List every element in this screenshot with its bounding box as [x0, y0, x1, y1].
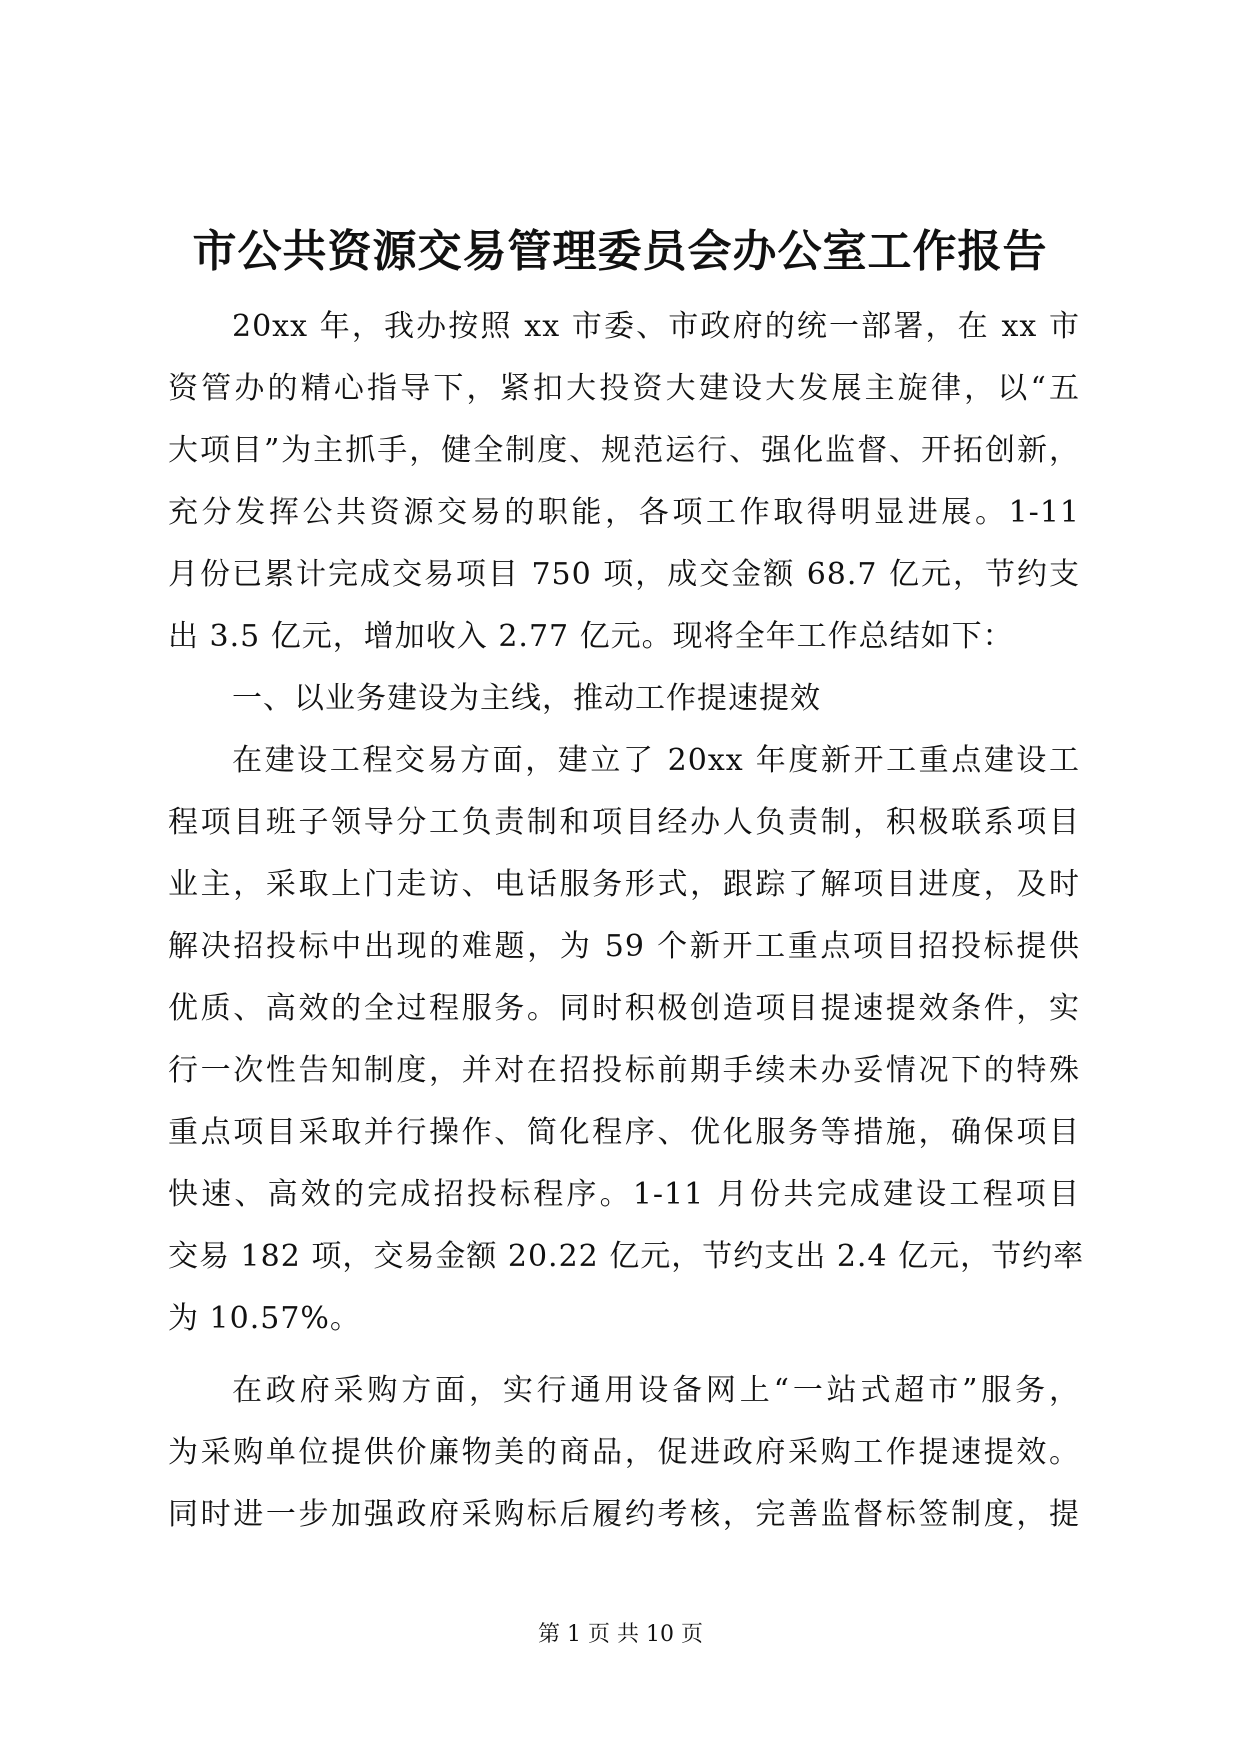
body-line: 充分发挥公共资源交易的职能，各项工作取得明显进展。1-11 — [168, 495, 1080, 530]
body-line: 资管办的精心指导下，紧扣大投资大建设大发展主旋律，以“五 — [168, 371, 1080, 406]
body-line: 优质、高效的全过程服务。同时积极创造项目提速提效条件，实 — [168, 991, 1080, 1026]
body-line: 行一次性告知制度，并对在招投标前期手续未办妥情况下的特殊 — [168, 1053, 1080, 1088]
body-line: 出 3.5 亿元，增加收入 2.77 亿元。现将全年工作总结如下： — [168, 619, 1014, 654]
body-line: 在建设工程交易方面，建立了 20xx 年度新开工重点建设工 — [232, 743, 1080, 778]
body-line: 程项目班子领导分工负责制和项目经办人负责制，积极联系项目 — [168, 805, 1080, 840]
body-line: 重点项目采取并行操作、简化程序、优化服务等措施，确保项目 — [168, 1115, 1080, 1150]
document-title: 市公共资源交易管理委员会办公室工作报告 — [192, 226, 1048, 277]
body-line: 快速、高效的完成招投标程序。1-11 月份共完成建设工程项目 — [168, 1177, 1080, 1212]
body-line: 业主，采取上门走访、电话服务形式，跟踪了解项目进度，及时 — [168, 867, 1080, 902]
body-line: 一、以业务建设为主线，推动工作提速提效 — [232, 681, 821, 716]
paragraph-gap — [168, 1350, 1080, 1360]
body-line: 为 10.57%。 — [168, 1301, 361, 1336]
body-line: 大项目”为主抓手，健全制度、规范运行、强化监督、开拓创新， — [168, 433, 1080, 468]
body-line: 月份已累计完成交易项目 750 项，成交金额 68.7 亿元，节约支 — [168, 557, 1080, 592]
page-footer: 第 1 页 共 10 页 — [538, 1622, 703, 1647]
body-line: 在政府采购方面，实行通用设备网上“一站式超市”服务， — [232, 1373, 1080, 1408]
body-line: 交易 182 项，交易金额 20.22 亿元，节约支出 2.4 亿元，节约率 — [168, 1239, 1085, 1274]
body-line: 20xx 年，我办按照 xx 市委、市政府的统一部署，在 xx 市 — [232, 309, 1080, 344]
body-line: 同时进一步加强政府采购标后履约考核，完善监督标签制度，提 — [168, 1497, 1080, 1532]
document-body — [168, 296, 1085, 1546]
body-line: 为采购单位提供价廉物美的商品，促进政府采购工作提速提效。 — [168, 1435, 1080, 1470]
body-line: 解决招投标中出现的难题，为 59 个新开工重点项目招投标提供 — [168, 929, 1080, 964]
